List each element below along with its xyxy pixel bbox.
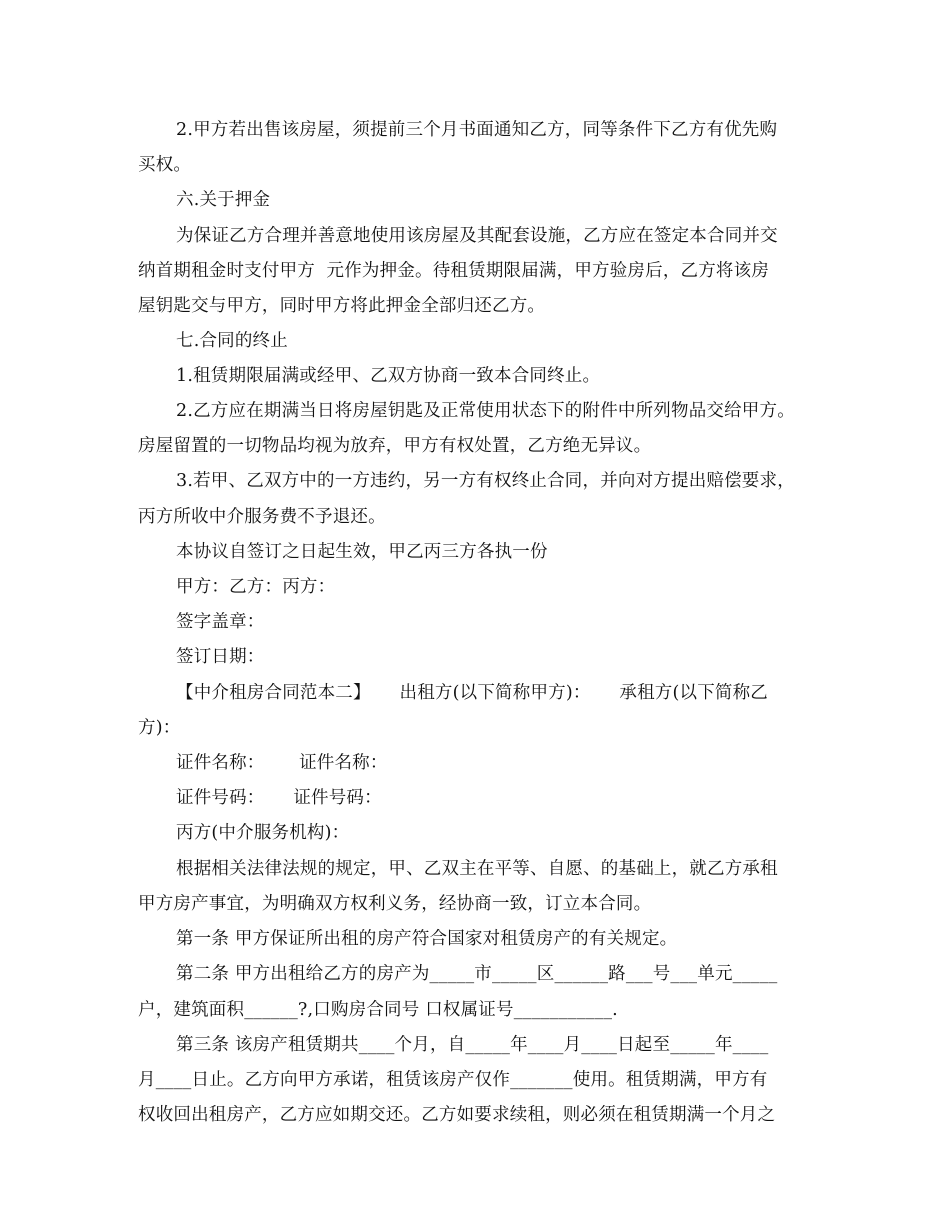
text-line: 丙方(中介服务机构)： [176,823,350,843]
text-line: 屋钥匙交与甲方，同时甲方将此押金全部归还乙方。 [138,296,546,316]
article-1: 第一条 甲方保证所出租的房产符合国家对租赁房产的有关规定。 [176,929,678,949]
text-line: 本协议自签订之日起生效，甲乙丙三方各执一份 [176,542,548,562]
text-line: 2.乙方应在期满当日将房屋钥匙及正常使用状态下的附件中所列物品交给甲方。 [176,401,795,421]
text-line: 买权。 [138,155,192,175]
signature-parties: 甲方：乙方：丙方： [176,577,336,597]
text-line: 3.若甲、乙双方中的一方违约，另一方有权终止合同，并向对方提出赔偿要求， [176,471,795,491]
text-line: 方)： [138,718,181,738]
text-line: 户，建筑面积______?,口购房合同号 口权属证号___________. [138,1000,618,1020]
contract-title: 【中介租房合同范本二】 出租方(以下简称甲方)： 承租方(以下简称乙 [176,683,769,703]
text-line: 权收回出租房产，乙方应如期交还。乙方如要求续租，则必须在租赁期满一个月之 [138,1105,776,1125]
text-line: 2.甲方若出售该房屋，须提前三个月书面通知乙方，同等条件下乙方有优先购 [176,120,778,140]
text-line: 甲方房产事宜，为明确双方权利义务，经协商一致，订立本合同。 [138,894,652,914]
text-line: 证件名称： 证件名称： [176,753,388,773]
section-heading: 七.合同的终止 [176,331,288,351]
signature-date: 签订日期： [176,647,265,667]
text-line: 根据相关法律法规的规定，甲、乙双主在平等、自愿、的基础上，就乙方承租 [176,859,778,879]
text-line: 丙方所收中介服务费不予退还。 [138,507,386,527]
text-line: 1.租赁期限届满或经甲、乙双方协商一致本合同终止。 [176,366,601,386]
text-line: 纳首期租金时支付甲方 元作为押金。待租赁期限届满，甲方验房后，乙方将该房 [138,261,770,281]
article-3: 第三条 该房产租赁期共____个月，自_____年____月____日起至_____年____ [176,1035,769,1055]
text-line: 为保证乙方合理并善意地使用该房屋及其配套设施，乙方应在签定本合同并交 [176,226,778,246]
text-line: 房屋留置的一切物品均视为放弃，甲方有权处置，乙方绝无异议。 [138,436,652,456]
text-line: 证件号码： 证件号码： [176,788,382,808]
section-heading: 六.关于押金 [176,190,271,210]
article-2: 第二条 甲方出租给乙方的房产为_____市_____区______路___号___单元_____ [176,964,778,984]
signature-seal: 签字盖章： [176,612,265,632]
text-line: 月____日止。乙方向甲方承诺，租赁该房产仅作_______使用。租赁期满，甲方有 [138,1070,768,1090]
